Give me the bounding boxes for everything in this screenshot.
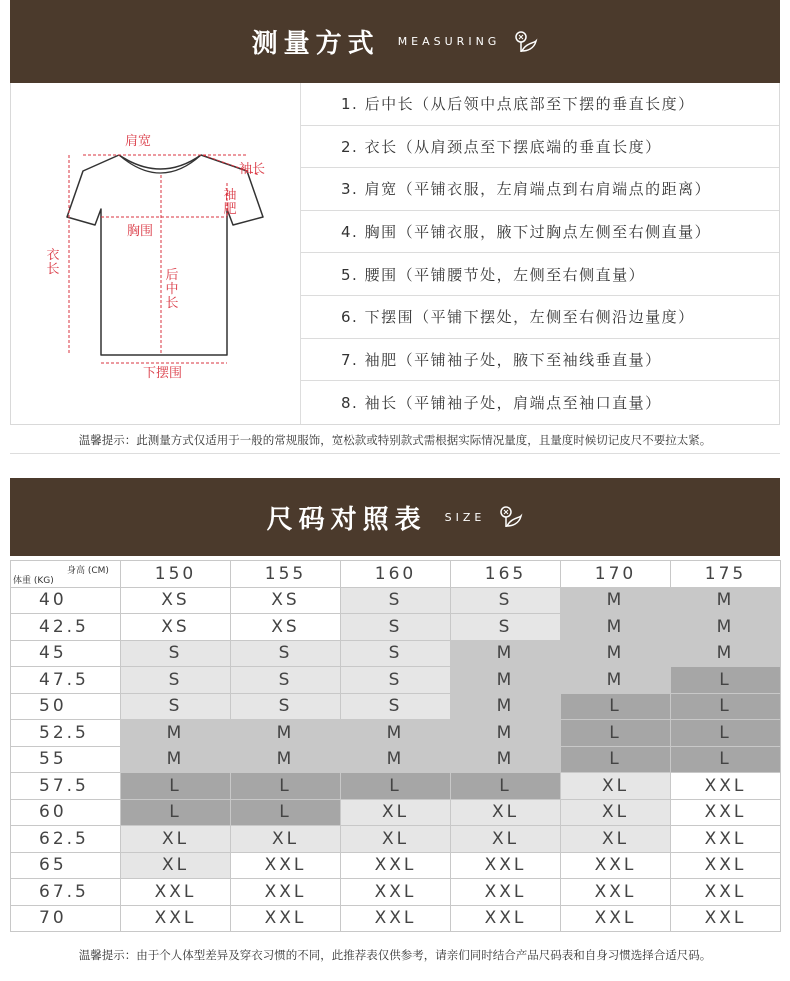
size-cell: XS (121, 614, 231, 641)
size-cell: XXL (671, 799, 781, 826)
table-row (11, 667, 781, 694)
size-cell: M (561, 587, 671, 614)
size-cell: L (121, 773, 231, 800)
label-body-length: 衣长 (46, 248, 60, 277)
step-item: 7. 袖肥（平铺袖子处，腋下至袖线垂直量） (301, 339, 779, 382)
size-cell: M (121, 720, 231, 747)
table-row (11, 879, 781, 906)
size-cell: XXL (341, 879, 451, 906)
height-header: 175 (671, 561, 781, 588)
size-cell: L (671, 720, 781, 747)
label-shoulder: 肩宽 (125, 134, 152, 149)
measuring-panel (10, 83, 780, 425)
label-sleeve-length: 袖长 (239, 162, 266, 177)
size-cell: XXL (341, 905, 451, 932)
corner-height-label: 身高 (CM) (67, 566, 109, 576)
size-cell: XXL (121, 905, 231, 932)
table-row (11, 799, 781, 826)
weight-cell: 65 (11, 852, 121, 879)
size-cell: L (671, 746, 781, 773)
step-item: 1. 后中长（从后领中点底部至下摆的垂直长度） (301, 83, 779, 126)
size-cell: XL (341, 826, 451, 853)
size-cell: L (561, 720, 671, 747)
weight-cell: 40 (11, 587, 121, 614)
size-cell: S (231, 693, 341, 720)
weight-cell: 55 (11, 746, 121, 773)
size-cell: L (561, 746, 671, 773)
size-cell: L (341, 773, 451, 800)
table-row (11, 693, 781, 720)
size-cell: M (341, 746, 451, 773)
label-sleeve-width: 袖肥 (223, 188, 237, 217)
height-header: 155 (231, 561, 341, 588)
table-corner (11, 561, 121, 588)
step-item: 4. 胸围（平铺衣服，腋下过胸点左侧至右侧直量） (301, 211, 779, 254)
step-item: 2. 衣长（从肩颈点至下摆底端的垂直长度） (301, 126, 779, 169)
size-subtitle: SIZE (444, 510, 486, 524)
label-chest: 胸围 (127, 224, 154, 239)
size-cell: S (121, 640, 231, 667)
size-cell: XL (121, 826, 231, 853)
measuring-steps (301, 83, 779, 424)
size-cell: L (451, 773, 561, 800)
table-row (11, 773, 781, 800)
size-cell: XL (451, 826, 561, 853)
size-cell: M (561, 640, 671, 667)
weight-cell: 52.5 (11, 720, 121, 747)
size-cell: L (121, 799, 231, 826)
weight-cell: 62.5 (11, 826, 121, 853)
label-hem: 下摆围 (143, 366, 183, 381)
weight-cell: 45 (11, 640, 121, 667)
size-cell: XXL (451, 852, 561, 879)
size-cell: XL (341, 799, 451, 826)
table-row (11, 852, 781, 879)
step-item: 5. 腰围（平铺腰节处，左侧至右侧直量） (301, 253, 779, 296)
size-cell: XXL (561, 905, 671, 932)
height-header: 170 (561, 561, 671, 588)
size-cell: M (451, 693, 561, 720)
step-item: 8. 袖长（平铺袖子处，肩端点至袖口直量） (341, 393, 662, 412)
size-cell: M (671, 587, 781, 614)
size-cell: XS (231, 587, 341, 614)
size-tip: 温馨提示：由于个人体型差异及穿衣习惯的不同，此推荐表仅供参考，请亲们同时结合产品尺码表和自身习惯选择合适尺码。 (78, 948, 712, 962)
weight-cell: 60 (11, 799, 121, 826)
size-cell: XXL (671, 879, 781, 906)
size-cell: XL (561, 799, 671, 826)
weight-cell: 70 (11, 905, 121, 932)
size-cell: S (341, 640, 451, 667)
size-title: 尺码对照表 (266, 504, 427, 535)
size-table-body (11, 587, 781, 932)
size-table (10, 560, 781, 932)
size-cell: S (121, 693, 231, 720)
size-cell: XXL (231, 879, 341, 906)
leaf-icon (512, 29, 538, 55)
size-cell: XXL (231, 852, 341, 879)
size-cell: S (341, 614, 451, 641)
size-cell: XXL (341, 852, 451, 879)
height-header: 160 (341, 561, 451, 588)
table-row (11, 640, 781, 667)
weight-cell: 57.5 (11, 773, 121, 800)
size-cell: XL (561, 773, 671, 800)
size-cell: XS (121, 587, 231, 614)
measuring-tip: 温馨提示：此测量方式仅适用于一般的常规服饰，宽松款或特别款式需根据实际情况量度，且量度时候切记皮尺不要拉太紧。 (10, 426, 780, 454)
size-cell: S (451, 587, 561, 614)
measuring-banner (10, 0, 780, 83)
size-cell: XXL (451, 879, 561, 906)
table-row (11, 905, 781, 932)
size-cell: L (671, 667, 781, 694)
step-item: 3. 肩宽（平铺衣服，左肩端点到右肩端点的距离） (301, 168, 779, 211)
size-cell: S (121, 667, 231, 694)
size-cell: S (451, 614, 561, 641)
step-item: 6. 下摆围（平铺下摆处，左侧至右侧沿边量度） (301, 296, 779, 339)
size-cell: XXL (451, 905, 561, 932)
size-cell: M (121, 746, 231, 773)
size-cell: XXL (671, 773, 781, 800)
size-cell: S (341, 693, 451, 720)
size-cell: L (231, 773, 341, 800)
table-row (11, 587, 781, 614)
size-cell: XL (231, 826, 341, 853)
table-row (11, 614, 781, 641)
table-row (11, 826, 781, 853)
size-cell: M (451, 640, 561, 667)
size-cell: M (341, 720, 451, 747)
size-cell: M (231, 720, 341, 747)
size-cell: XS (231, 614, 341, 641)
size-cell: XL (121, 852, 231, 879)
size-cell: S (341, 667, 451, 694)
size-cell: S (341, 587, 451, 614)
leaf-icon (497, 504, 523, 530)
label-back-length: 后中长 (165, 268, 179, 311)
size-cell: XXL (231, 905, 341, 932)
weight-cell: 67.5 (11, 879, 121, 906)
table-row (11, 720, 781, 747)
tshirt-diagram (11, 83, 301, 424)
size-cell: M (671, 640, 781, 667)
height-header: 165 (451, 561, 561, 588)
size-cell: XXL (671, 852, 781, 879)
size-cell: M (561, 667, 671, 694)
table-row (11, 746, 781, 773)
size-cell: M (451, 746, 561, 773)
size-cell: M (451, 667, 561, 694)
size-cell: S (231, 640, 341, 667)
size-cell: L (231, 799, 341, 826)
table-header-row (11, 561, 781, 588)
corner-weight-label: 体重 (KG) (13, 576, 54, 586)
size-cell: XXL (671, 905, 781, 932)
measuring-title: 测量方式 (251, 29, 380, 59)
size-cell: XXL (671, 826, 781, 853)
weight-cell: 47.5 (11, 667, 121, 694)
measuring-subtitle: MEASURING (397, 35, 501, 48)
size-cell: M (231, 746, 341, 773)
size-banner (10, 478, 780, 556)
size-cell: XL (451, 799, 561, 826)
weight-cell: 50 (11, 693, 121, 720)
size-cell: XXL (561, 852, 671, 879)
size-cell: L (671, 693, 781, 720)
weight-cell: 42.5 (11, 614, 121, 641)
height-header: 150 (121, 561, 231, 588)
size-cell: M (671, 614, 781, 641)
size-cell: M (561, 614, 671, 641)
size-cell: XXL (121, 879, 231, 906)
size-cell: XL (561, 826, 671, 853)
size-cell: XXL (561, 879, 671, 906)
size-cell: L (561, 693, 671, 720)
size-cell: M (451, 720, 561, 747)
size-cell: S (231, 667, 341, 694)
